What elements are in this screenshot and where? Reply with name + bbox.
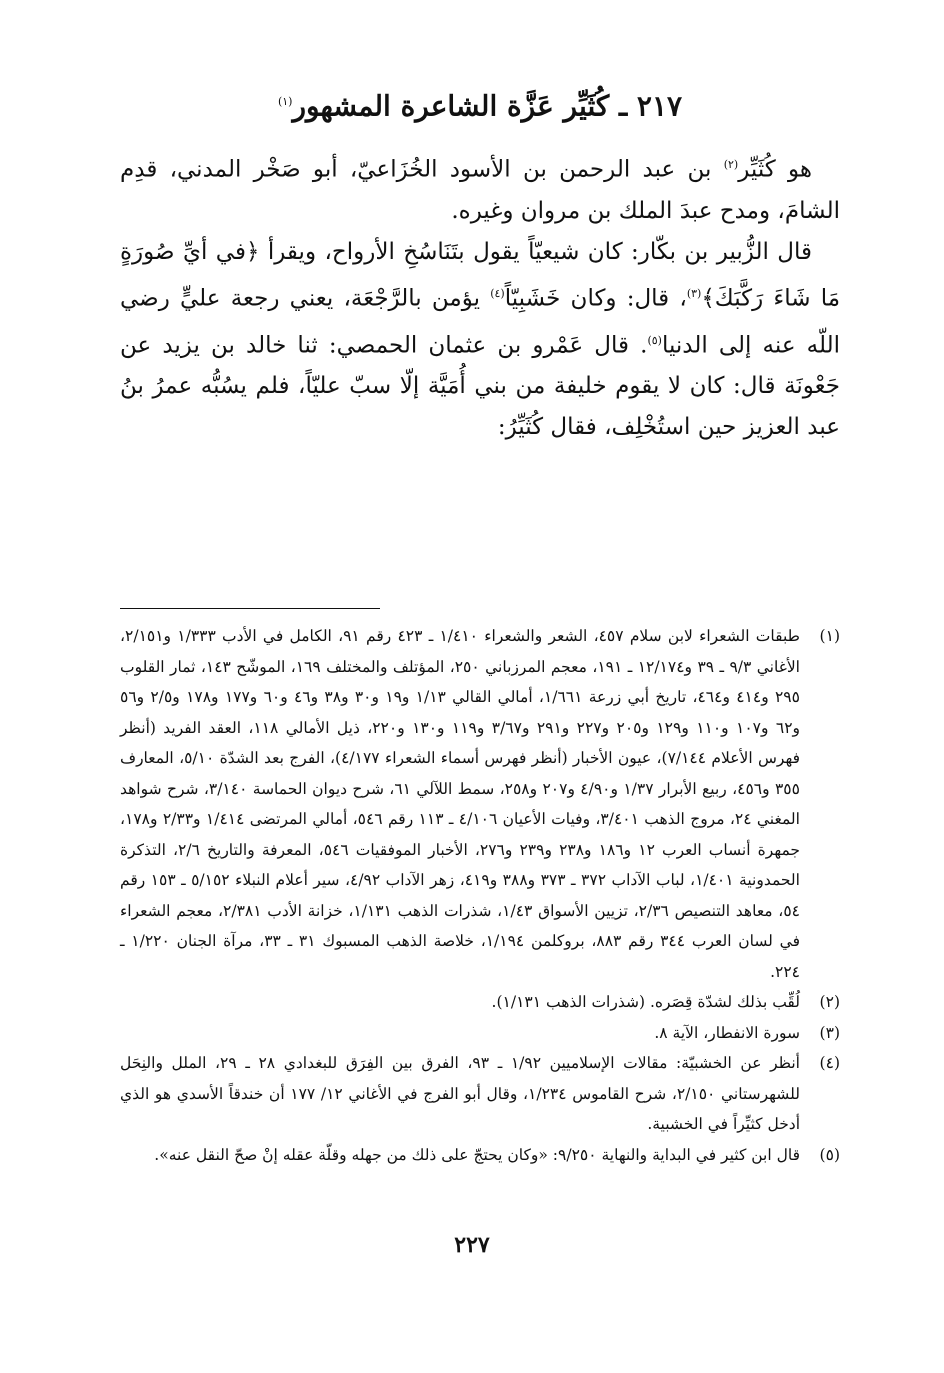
footnote-text: أنظر عن الخشبيّة: مقالات الإسلاميين ١/٩٢ ـ ٩٣، الفرق بين الفِرَق للبغدادي ٢٨ ـ ٢٩، الملل والنِحَل للشهرستاني ٢/١٥٠، شرح القاموس ١/٢٣٤، وقال أبو الفرج في الأغاني ١٢/ ١٧٧ أن خندقاً الأسدي هو الذي أدخل كثيِّراً في الخشبية. [120,1054,800,1134]
entry-title [120,82,840,126]
paragraph-1-part-b: بن عبد الرحمن بن الأسود الخُزَاعيّ، أبو صَخْر المدني، قدِم الشامَ، ومدح عبدَ الملك بن مروان وغيره. [120,156,840,224]
paragraph-2-part-c: يؤمن بالرَّجْعَة، يعني رجعة عليٍّ رضي اللّه عنه إلى الدنيا [120,285,840,359]
footnote-item [120,1048,840,1140]
footnote-item [120,1018,840,1049]
entry-title-text: ٢١٧ ـ كُثَيِّر عَزَّة الشاعرة المشهور [292,89,683,123]
paragraph-2-part-d: . قال عَمْرو بن عثمان الحمصي: ثنا خالد بن يزيد عن جَعْونَة قال: كان لا يقوم خليفة من بني أُمَيَّة إلّا سبّ عليّاً، فلم يسُبُّه عمرُ بنُ عبد العزيز حين استُخْلِف، فقال كُثَيِّرُ: [120,332,840,441]
footnote-number: (٢) [819,993,840,1012]
paragraph-2 [120,232,840,448]
footnote-item [120,621,840,987]
footnote-number: (٥) [819,1145,840,1164]
title-footnote-ref: (١) [277,95,293,108]
paragraph-1 [120,144,840,232]
footnote-number: (١) [819,627,840,646]
footnote-ref-2: (٢) [723,158,739,172]
paragraph-2-part-b: ، قال: وكان خَشَبِيّاً [504,285,687,312]
paragraph-1-part-a: هو كُثَيِّر [738,156,813,183]
footnote-text: قال ابن كثير في البداية والنهاية ٩/٢٥٠: «وكان يحتجّ على ذلك من جهله وقلّة عقله إنْ صحّ النقل عنه». [154,1145,800,1164]
footnotes [120,621,840,1170]
footnote-ref-3: (٣) [686,286,702,300]
body-text [120,144,840,448]
footnote-text: طبقات الشعراء لابن سلام ٤٥٧، الشعر والشعراء ١/٤١٠ ـ ٤٢٣ رقم ٩١، الكامل في الأدب ١/٣٣٣ و٢/١٥١، الأغاني ٩/٣ ـ ٣٩ و١٢/١٧٤ ـ ١٩١، معجم المرزباني ٢٥٠، المؤتلف والمختلف ١٦٩، الموشّح ١٤٣، ثمار القلوب ٢٩٥ و٤١٤ و٤٦٤، تاريخ أبي زرعة ١/٦٦١، أمالي القالي ١/١٣ و١٩ و٣٠ و٣٨ و٤٦ و٦٠ و١٧٧ و١٧٨ و٢/٥ و٥٦ و٦٢ و١٠٧ و١١٠ و١٢٩ و٢٠٥ و٢٢٧ و٢٩١ و٣/٦٧ و١١٩ و١٣٠ و٢٢٠، ذيل الأمالي ١١٨، العقد الفريد (أنظر فهرس الأعلام ٧/١٤٤)، عيون الأخبار (أنظر فهرس أسماء الشعراء ٤/١٧٧)، الفرج بعد الشدّة ٥/١٠، المعارف ٣٥٥ و٤٥٦، ربيع الأبرار ١/٣٧ و٤/٩٠ و٢٠٧ و٢٥٨، سمط اللآلي ٦١، شرح ديوان الحماسة ٣/١٤٠، شرح شواهد المغني ٢٤، مروج الذهب ٣/٤٠١، وفيات الأعيان ٤/١٠٦ ـ ١١٣ رقم ٥٤٦، أمالي المرتضى ١/٤١٤ و٢/٣٣ و١٧٨، جمهرة أنساب العرب ١٢ و١٨٦ و٢٣٨ و٢٣٩ و٢٧٦، الأخبار الموفقيات ٥٤٦، المعرفة والتاريخ ٢/٦، التذكرة الحمدونية ١/٤٠١، لباب الآداب ٣٧٢ ـ ٣٧٣ و٣٨٨ و٤١٩، زهر الآداب ٤/٩٢، سير أعلام النبلاء ٥/١٥٢ ـ ١٥٣ رقم ٥٤، معاهد التنصيص ٢/٣٦، تزيين الأسواق ١/٤٣، شذرات الذهب ١/١٣١، خزانة الأدب ٢/٣٨١، معجم الشعراء في لسان العرب ٣٤٤ رقم ٨٨٣، بروكلمن ١/١٩٤، خلاصة الذهب المسبوك ٣١ ـ ٣٣، مرآة الجنان ١/٢٢٠ ـ ٢٢٤. [120,627,801,981]
footnote-ref-5: (٥) [647,333,662,347]
footnote-text: لُقِّب بذلك لشدّة قِصَره. (شذرات الذهب ١/١٣١). [491,993,800,1012]
footnote-number: (٤) [819,1054,840,1073]
page [120,72,840,1170]
paragraph-2-part-a: قال الزُّبير بن بكّار: كان شيعيّاً يقول بتَنَاسُخِ الأرواح، ويقرأ ﴿في أيِّ صُورَةٍ مَا شَاءَ رَكَّبَكَ﴾ [120,238,841,312]
footnote-number: (٣) [819,1023,840,1042]
footnote-ref-4: (٤) [490,286,505,300]
footnote-text: سورة الانفطار، الآية ٨. [654,1023,800,1042]
footnote-divider [120,608,380,609]
footnote-item [120,987,840,1018]
page-number: ٢٢٧ [454,1232,490,1258]
footnote-item [120,1140,840,1171]
